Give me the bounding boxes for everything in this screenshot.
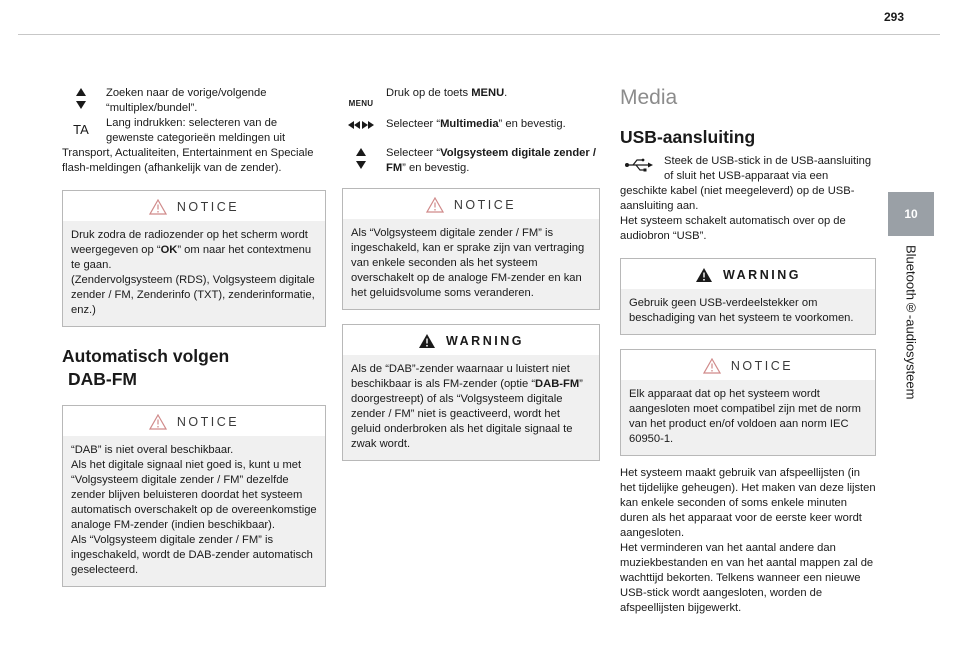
step-multimedia-text: Selecteer “: [386, 118, 441, 130]
dab-fm-label: DAB-FM: [535, 378, 580, 390]
step-multimedia: [342, 117, 600, 132]
step-multimedia-text-post: ” en bevestig.: [498, 118, 566, 130]
notice-body: Elk apparaat dat op het systeem wordt aangesloten moet compatibel zijn met de norm van het product en/of voldoen aan norm IEC 60950-1.: [621, 380, 875, 455]
notice-text-post: ” om naar het contextmenu te gaan.: [71, 244, 312, 271]
usb-auto-text: Het systeem schakelt automatisch over op de audiobron “USB”.: [620, 215, 846, 242]
notice-title: NOTICE: [453, 198, 517, 212]
usb-title: USB-aansluiting: [620, 127, 756, 147]
page-number: 293: [884, 10, 905, 24]
warning-title: WARNING: [446, 334, 524, 348]
notice-triangle-icon: [149, 199, 167, 215]
warning-text: Als de “DAB”-zender waarnaar u luistert niet beschikbaar is als FM-zender (optie “: [351, 363, 570, 390]
notice-header: [63, 191, 325, 221]
notice-text: Druk zodra de radiozender op het scherm wordt weergegeven op “: [71, 229, 308, 256]
top-divider: [18, 34, 940, 35]
warning-body: Gebruik geen USB-verdeelstekker om beschadiging van het systeem te voorkomen.: [621, 289, 875, 334]
step-follow-text-post: ” en bevestig.: [402, 162, 470, 174]
multimedia-label: Multimedia: [440, 118, 499, 130]
notice-triangle-icon: [703, 358, 721, 374]
notice-box-radio: [62, 190, 326, 327]
ta-text: Lang indrukken: selecteren van de gewenste categorieën meldingen uit: [106, 117, 286, 144]
usb-text-cont: geschikte kabel (niet meegeleverd) op de USB-aansluiting aan.: [620, 185, 855, 212]
notice-header: [621, 350, 875, 380]
notice-line-2: Als het digitale signaal niet goed is, kunt u met “Volgsysteem digitale zender / FM” dezelfde zender blijven beluisteren doordat het systeem automatisch overschakelt op de overeenkomstige analoge FM-zender (indien beschikbaar).: [71, 459, 317, 531]
chapter-label: Bluetooth®-audiosysteem: [903, 245, 919, 400]
column-right: [620, 86, 876, 616]
media-title: Media: [620, 86, 678, 109]
warning-box-dab: [342, 324, 600, 461]
follow-option-label: Volgsysteem digitale zender / FM: [386, 147, 596, 174]
warning-header: [621, 259, 875, 289]
notice-header: [63, 406, 325, 436]
ok-key: OK: [160, 244, 178, 256]
heading-line-2: DAB-FM: [68, 369, 138, 389]
ta-text-cont: Transport, Actualiteiten, Entertainment en Speciale flash-meldingen (afhankelijk van de zender).: [62, 147, 314, 174]
notice-line-3: Als “Volgsysteem digitale zender / FM” is ingeschakeld, wordt de DAB-zender automatisch geselecteerd.: [71, 534, 313, 576]
menu-key-icon: MENU: [348, 99, 374, 108]
notice-line-1: “DAB” is niet overal beschikbaar.: [71, 444, 234, 456]
step-follow: [342, 146, 600, 176]
warning-box-usb: [620, 258, 876, 335]
up-down-arrows-icon: [342, 146, 380, 172]
notice-box-delay: [342, 188, 600, 310]
left-right-arrows-icon: [342, 120, 380, 130]
step-menu: [342, 86, 600, 108]
notice-title: NOTICE: [730, 359, 794, 373]
notice-triangle-icon: [426, 197, 444, 213]
playlist-text: Het systeem maakt gebruik van afspeellijsten (in het tijdelijke geheugen). Het maken van deze lijsten kan enkele seconden of soms enkele minuten duren als het apparaat voor de eerste keer wordt aangesloten.: [620, 467, 876, 539]
warning-text-post: ” doorgestreept) of als “Volgsysteem digitale zender / FM” niet is geactiveerd, wordt het geluid onderbroken als het digitale signaal te zwak wordt.: [351, 378, 583, 450]
notice-text-line2: (Zendervolgsysteem (RDS), Volgsysteem digitale zender / FM, Zenderinfo (TXT), zenderinformatie, enz.): [71, 274, 315, 316]
usb-instruction: [620, 154, 876, 184]
ta-instruction: [62, 116, 326, 146]
usb-icon: [620, 158, 658, 172]
notice-body: [63, 221, 325, 326]
warning-body: [343, 355, 599, 460]
warning-triangle-icon: [695, 267, 713, 283]
notice-body: Als “Volgsysteem digitale zender / FM” is ingeschakeld, kan er sprake zijn van vertraging van enkele seconden als het systeem overschakelt op de analoge FM-zender en kan het geluidsvolume soms veranderen.: [343, 219, 599, 309]
warning-header: [343, 325, 599, 355]
notice-title: NOTICE: [176, 200, 240, 214]
step-menu-text: Druk op de toets: [386, 87, 472, 99]
menu-key-label: MENU: [471, 87, 505, 99]
notice-box-dab: [62, 405, 326, 587]
section-heading-dab: [62, 345, 326, 391]
notice-header: [343, 189, 599, 219]
column-middle: [342, 86, 600, 461]
usb-text: Steek de USB-stick in de USB-aansluiting of sluit het USB-apparaat via een: [664, 155, 872, 182]
notice-title: NOTICE: [176, 415, 240, 429]
seek-instruction: [62, 86, 326, 116]
warning-title: WARNING: [723, 268, 801, 282]
heading-line-1: Automatisch volgen: [62, 346, 230, 366]
playlist-text-2: Het verminderen van het aantal andere dan muziekbestanden en van het aantal mappen zal de wachttijd bekorten. Telkens wanneer een nieuwe USB-stick wordt aangesloten, worden de afspeellijsten bijgewerkt.: [620, 542, 874, 614]
seek-text: Zoeken naar de vorige/volgende “multiplex/bundel”.: [106, 87, 267, 114]
step-menu-text-post: .: [504, 87, 508, 99]
up-down-arrows-icon: [62, 86, 100, 112]
column-left: [62, 86, 326, 587]
notice-box-usb: [620, 349, 876, 456]
notice-body: [63, 436, 325, 586]
ta-icon: TA: [73, 122, 89, 137]
chapter-tab[interactable]: 10: [888, 192, 934, 236]
notice-triangle-icon: [149, 414, 167, 430]
warning-triangle-icon: [418, 333, 436, 349]
step-follow-text: Selecteer “: [386, 147, 441, 159]
